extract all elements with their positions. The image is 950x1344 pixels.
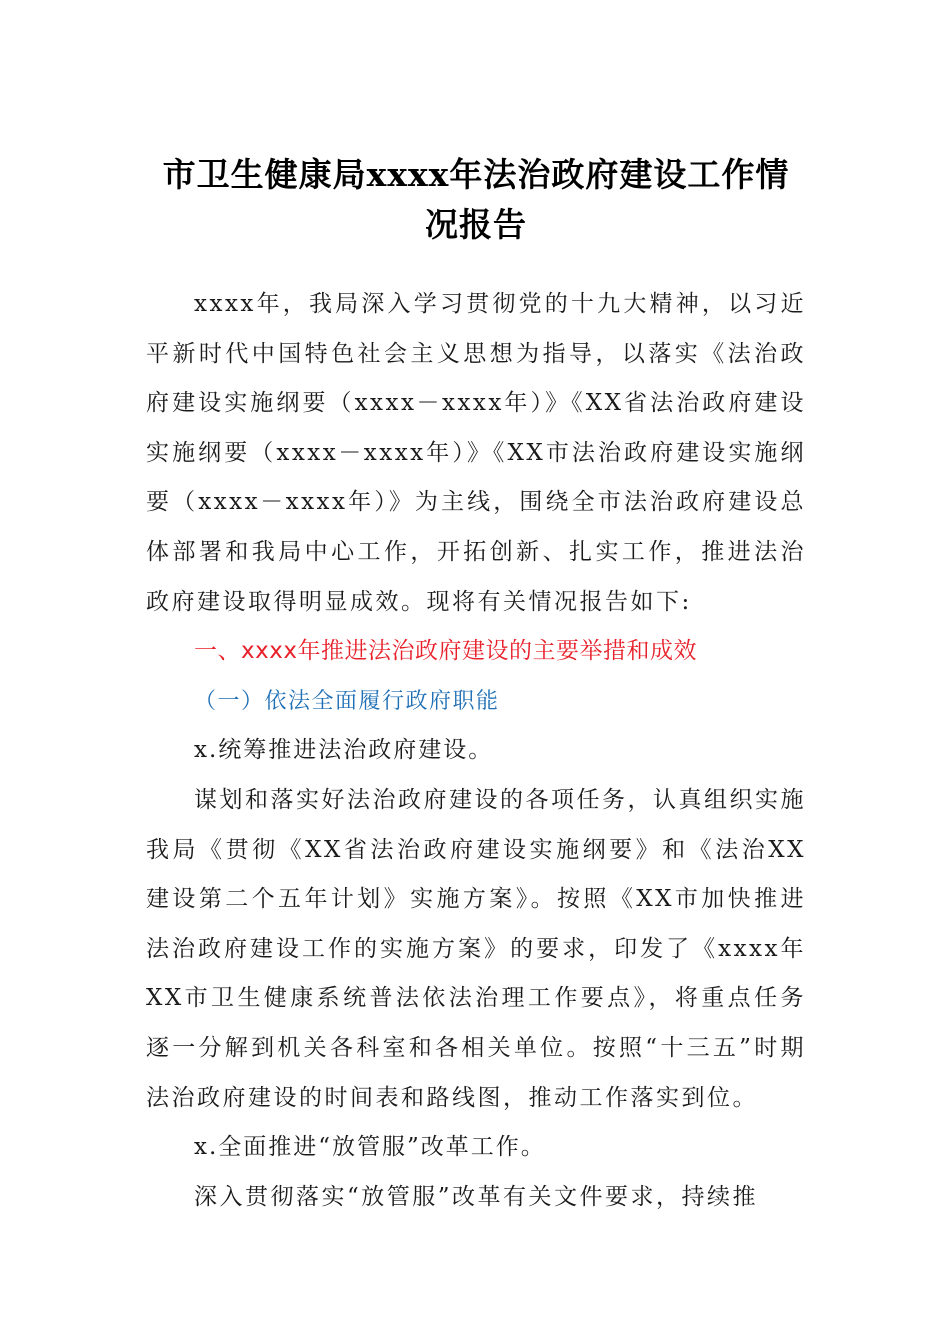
item-1-title: x.统筹推进法治政府建设。 bbox=[194, 737, 494, 764]
document-title: 市卫生健康局xxxx年法治政府建设工作情况报告 bbox=[162, 155, 790, 244]
intro-paragraph: xxxx年，我局深入学习贯彻党的十九大精神，以习近平新时代中国特色社会主义思想为指导，以落实《法治政府建设实施纲要（xxxx－xxxx年）》《XX省法治政府建设实施纲要（xxxx－xxxx年）》《XX市法治政府建设实施纲要（xxxx－xxxx年）》为主线，围绕全市法治政府建设总体部署和我局中心工作，开拓创新、扎实工作，推进法治政府建设取得明显成效。现将有关情况报告如下: bbox=[146, 291, 806, 615]
document-content bbox=[146, 150, 806, 1222]
item-2-paragraph: 深入贯彻落实“放管服”改革有关文件要求，持续推 bbox=[194, 1183, 759, 1210]
subsection-heading-1: （一）依法全面履行政府职能 bbox=[194, 688, 500, 714]
item-2-title: x.全面推进“放管服”改革工作。 bbox=[194, 1134, 546, 1161]
item-1-paragraph: 谋划和落实好法治政府建设的各项任务，认真组织实施我局《贯彻《XX省法治政府建设实施纲要》和《法治XX建设第二个五年计划》实施方案》。按照《XX市加快推进法治政府建设工作的实施方案》的要求，印发了《xxxx年XX市卫生健康系统普法依法治理工作要点》，将重点任务逐一分解到机关各科室和各相关单位。按照“十三五”时期法治政府建设的时间表和路线图，推动工作落实到位。 bbox=[146, 786, 806, 1111]
section-heading-1: 一、xxxx年推进法治政府建设的主要举措和成效 bbox=[194, 638, 697, 665]
